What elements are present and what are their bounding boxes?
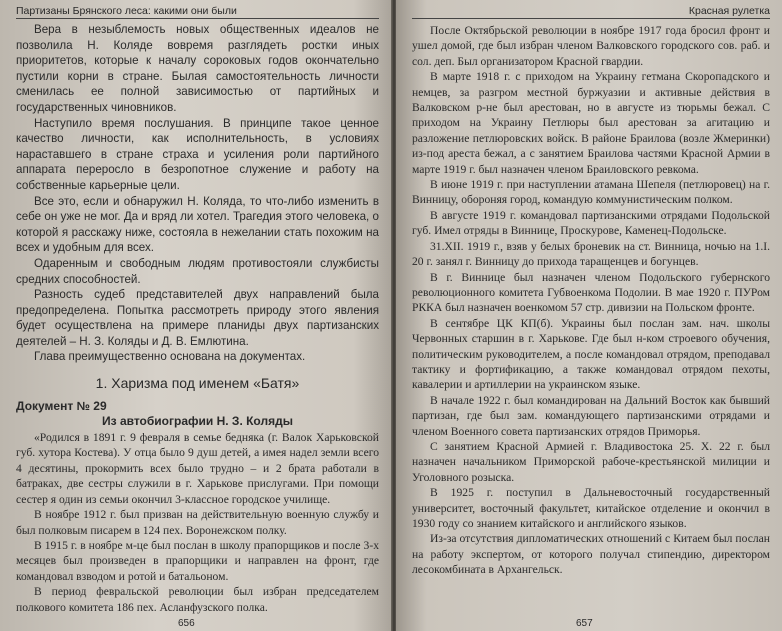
document-paragraph: После Октябрьской революции в ноябре 1917 года бросил фронт и ушел домой, где был избран членом Валковского городского сов. раб. и сол. деп. Был организатором Красной гвардии. [412,24,770,68]
right-page [396,0,782,631]
document-paragraph: В период февральской революции был избран председателем полкового комитета 186 пех. Асланфузского полка. [16,585,379,614]
document-paragraph: В 1925 г. поступил в Дальневосточный государственный университет, восточный факультет, китайское отделение и окончил в 1930 году со знанием китайского и английского языков. [412,486,770,530]
document-paragraph: В марте 1918 г. с приходом на Украину гетмана Скоропадского и немцев, за разгром местной буржуазии и активные действия в Валковском р-не был арестован, но в августе из тюрьмы бежал. С приходом на Украину Петлюры был арестован за агитацию и разложение петлюровских войск. В районе Браилова (возле Жмеринки) из-под ареста бежал, а с занятием Браилова частями Красной Армии в марте 1919 г. был назначен членом Браиловского ревкома. [412,70,770,176]
running-head-left: Партизаны Брянского леса: какими они были [16,4,379,19]
document-paragraph: Из-за отсутствия дипломатических отношений с Китаем был послан на работу экспертом, от которого получал стипендию, директором лесокомбината в Архангельск. [412,532,770,577]
document-number: Документ № 29 [16,399,107,414]
document-paragraph: «Родился в 1891 г. 9 февраля в семье бедняка (г. Валок Харьковской губ. хутора Костева). У отца было 9 душ детей, а имея надел земли всего 4 десятины, прокормить всех было трудно – и 2 брата работали в батраках, две сестры служили в г. Харькове прислугами. При помощи сестер я один из семьи окончил 3-классное городское училище. [16,431,379,506]
document-paragraph: В начале 1922 г. был командирован на Дальний Восток как бывший партизан, где был зам. командующего партизанскими отрядами и членом Военного совета партизанских отрядов Приморья. [412,393,770,438]
document-paragraph: В 1915 г. в ноябре м-це был послан в школу прапорщиков и после 3-х месяцев был произведен в прапорщики и направлен на фронт, где командовал взводом и ротой и батальоном. [16,538,379,583]
document-paragraph: С занятием Красной Армией г. Владивостока 25. X. 22 г. был назначен начальником Приморской рабоче-крестьянской милиции и Уголовного розыска. [412,439,770,484]
intro-paragraph: Разность судеб представителей двух направлений была предопределена. Попытка рассмотреть природу этого явления будет осуществлена на примере планиды двух партизанских деятелей – Н. З. Коляды и Д. В. Емлютина. [16,288,379,348]
intro-paragraph: Глава преимущественно основана на документах. [34,350,306,364]
intro-text [16,22,379,365]
intro-paragraph: Вера в незыблемость новых общественных идеалов не позволила Н. Коляде вовремя разглядеть ростки иных приоритетов, которые к началу сороковых годов окончательно пустили корни в стране. Былая самостоятельность личности сменилась ее полной зависимостью от партийных и государственных чиновников. [16,23,379,114]
document-paragraph: В ноябре 1912 г. был призван на действительную военную службу и был полковым писарем в 124 пех. Воронежском полку. [16,508,379,537]
page-number-left: 656 [178,618,195,629]
running-head-right: Красная рулетка [412,4,770,19]
page-number-right: 657 [576,618,593,629]
document-paragraph: 31.XII. 1919 г., взяв у белых броневик на ст. Винница, ночью на 1.I. 20 г. занял г. Винницу до прихода таращенцев и богунцев. [412,239,770,269]
document-paragraph: В августе 1919 г. командовал партизанскими отрядами Подольской губ. Имел отряды в Виннице, Проскурове, Каменец-Подольске. [412,208,770,238]
right-page-text [412,23,770,578]
document-paragraph: В г. Виннице был назначен членом Подольского губернского революционного комитета Губвоенкома Подолии. В мае 1920 г. ПУРом РККА был назначен военкомом 57 стр. дивизии на Польском фронте. [412,270,770,315]
chapter-heading: 1. Харизма под именем «Батя» [95,375,300,392]
document-paragraph: В сентябре ЦК КП(б). Украины был послан зам. нач. школы Червонных старшин в г. Харькове. Где был н-ком строевого обучения, политическим руководителем, а после командовал отрядом, преподавал тактику и фортификацию, а также командовал отрядом пехоты, кавалерии и артиллерии на украинском языке. [412,316,770,392]
intro-paragraph: Наступило время послушания. В принципе такое ценное качество личности, как исполнительность, в условиях нараставшего в стране страха и усиления роли партийного аппарата переросло в безропотное служение и работу на собственные карьерные цели. [16,116,379,192]
intro-paragraph: Одаренным и свободным людям противостояли службисты средних способностей. [16,256,379,286]
document-paragraph: В июне 1919 г. при наступлении атамана Шепеля (петлюровец) на г. Винницу, обороняя город, командую коммунистическим полком. [412,178,770,207]
document-title: Из автобиографии Н. З. Коляды [102,414,293,429]
intro-paragraph: Все это, если и обнаружил Н. Коляда, то что-либо изменить в себе он уже не мог. Да и вряд ли хотел. Трагедия этого человека, о которой я расскажу ниже, состояла в нежелании стать похожим на всех и удобным для всех. [16,194,379,255]
document-text [16,430,379,615]
